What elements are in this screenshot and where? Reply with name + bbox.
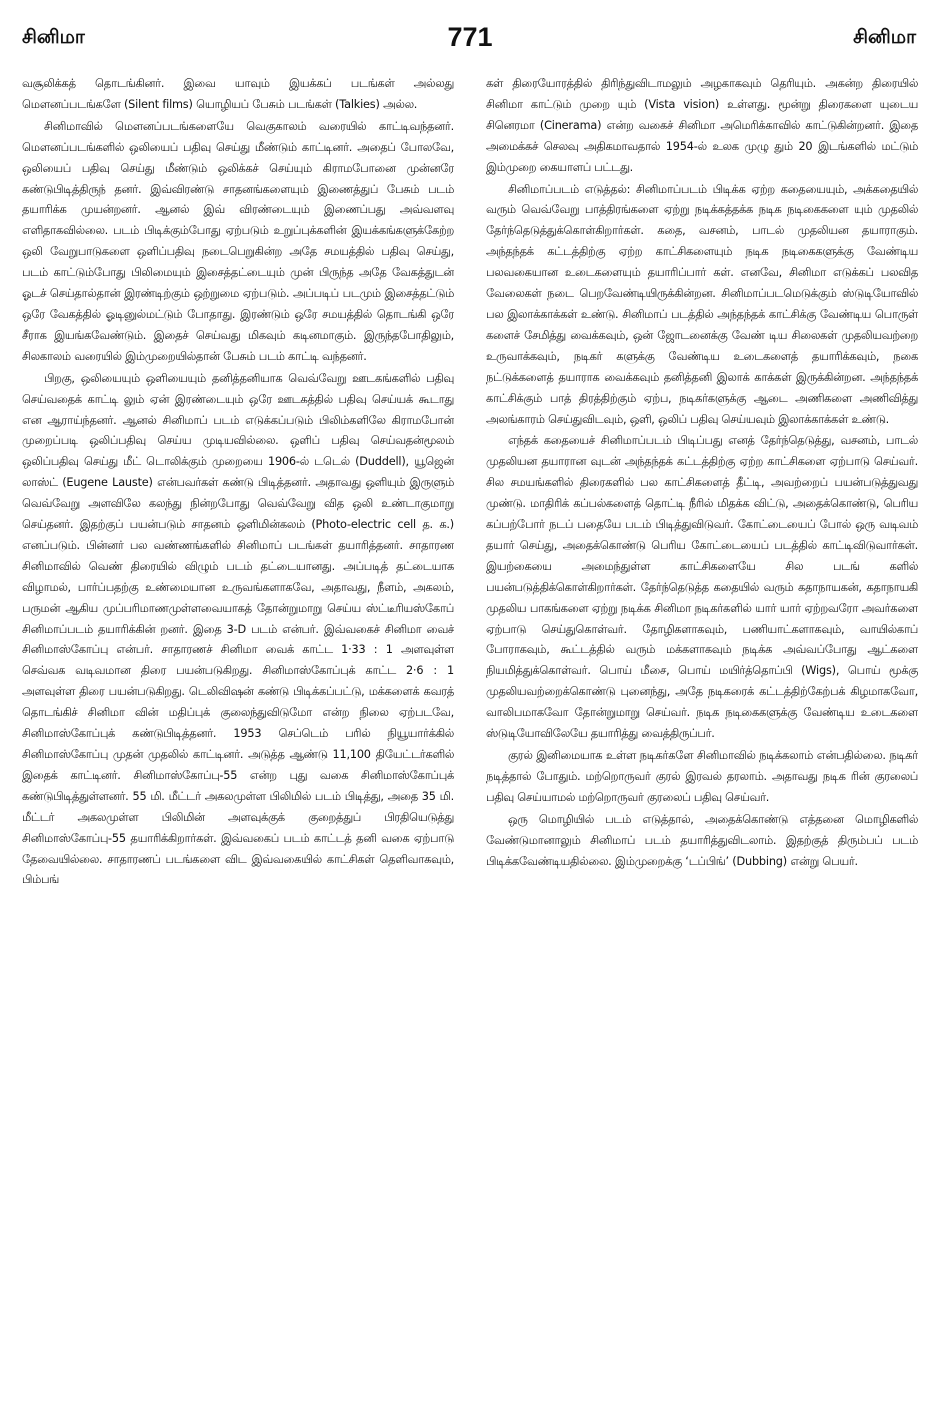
paragraph: கள் திரையோரத்தில் திரிந்துவிடாமலும் அழகாகவும் தெரியும். அகன்ற திரையில் சினிமா காட்டும் முறை யும் (Vista vision) உள்ளது. மூன்று திரைகளை யுடைய சினெரமா (Cinerama) என்ற வகைச் சினிமா அமெரிக்காவில் காட்டுகின்றனர். இதை அமைக்கச் செலவு அதிகமாவதால் 1954-ல் உலக முழு தும் 20 இடங்களில் மட்டும் இம்முறை கையாளப் பட்டது. bbox=[486, 77, 918, 174]
paragraph: சினிமாவில் மௌனப்படங்களையே வெகுகாலம் வரையில் காட்டிவந்தனர். மௌனப்படங்களில் ஒலியைப் பதிவு செய்து மீண்டும் காட்டினர். அதைப் போலவே, ஒலியைப் பதிவு செய்து மீண்டும் ஒலிக்கச் செய்யும் கிராமபோனை முன்னரே கண்டுபிடித்திருந் தனர். இவ்விரண்டு சாதனங்களையும் இணைத்துப் பேசும் படம் தயாரிக்க முயன்றனர். ஆனல் இவ் விரண்டையும் இணைப்பது அவ்வளவு எளிதாகவில்லை. படம் பிடிக்கும்போது ஏற்படும் உறுப்புக்களின் இயக்கங்களுக்கேற்ற ஒலி வேறுபாடுகளை ஒளிப்பதிவு நடைபெறுகின்ற அதே சமயத்தில் பதிவு செய்து, படம் காட்டும்போது பிலிமையும் இசைத்தட்டையும் முன் பிருந்த அதே வேகத்துடன் ஓடச் செய்தால்தான் இரண்டிற்கும் ஒற்றுமை ஏற்படும். அப்படிப் படமும் இசைத்தட்டும் ஒரே வேகத்தில் ஓடினுல்மட்டும் போதாது. இரண்டும் ஒரே சமயத்தில் தொடங்கி ஒரே சீராக இயங்கவேண்டும். இதைச் செய்வது மிகவும் கடினமாகும். இருந்தபோதிலும், சிலகாலம் வரையில் இம்முறையில்தான் பேசும் படம் காட்டி வந்தனர். bbox=[22, 119, 454, 363]
paragraph: வசூலிக்கத் தொடங்கினர். இவை யாவும் இயக்கப் படங்கள் அல்லது மௌனப்படங்களே (Silent films) யொழியப் பேசும் படங்கள் (Talkies) அல்ல. bbox=[22, 77, 454, 111]
paragraph: எந்தக் கதையைச் சினிமாப்படம் பிடிப்பது எனத் தேர்ந்தெடுத்து, வசனம், பாடல் முதலியன தயாரான வுடன் அந்தந்தக் கட்டத்திற்கு ஏற்ற காட்சிகளை ஏற்பாடு செய்வர். சில சமயங்களில் திரைகளில் பல காட்சிகளைத் தீட்டி, அவற்றைப் பயன்படுத்துவது முண்டு. மாதிரிக் கப்பல்களைத் தொட்டி நீரில் மிதக்க விட்டு, அதைக்கொண்டு, பெரிய கப்பற்போர் நடப் பதையே படம் பிடித்துவிடுவர். கோட்டையைப் போல் ஒரு வடிவம் தயார் செய்து, அதைக்கொண்டு பெரிய கோட்டையைப் படத்தில் காட்டிவிடுவார்கள். இயற்கையை அமைந்துள்ள காட்சிகளையே சில படங் களில் பயன்படுத்திக்கொள்கிறார்கள். தேர்ந்தெடுத்த கதையில் வரும் கதாநாயகன், கதாநாயகி முதலிய பாகங்களை ஏற்று நடிக்க சினிமா நடிகர்களில் யார் யார் ஏற்றவரோ அவர்களை ஏற்பாடு செய்துகொள்வர். தோழிகளாகவும், பணியாட்களாகவும், வாயில்காப் போராகவும், கூட்டத்தில் வரும் மக்களாகவும் நடிக்க அவ்வப்போது ஆட்களை நியமித்துக்கொள்வர். பொய் மீசை, பொய் மயிர்த்தொப்பி (Wigs), பொய் மூக்கு முதலியவற்றைக்கொண்டு புனைந்து, அதே நடிகரைக் கட்டத்திற்கேற்பக் கிழமாகவோ, வாலிபமாகவோ தோன்றுமாறு செய்வர். நடிக நடிகைகளுக்கு வேண்டிய உடைகளை ஸ்டுடியோவிலேயே தயாரித்து வைத்திருப்பர். bbox=[486, 434, 918, 741]
left-column bbox=[22, 74, 454, 1414]
right-column bbox=[486, 74, 918, 1414]
running-head-right: சினிமா bbox=[853, 26, 916, 48]
paragraph: ஒரு மொழியில் படம் எடுத்தால், அதைக்கொண்டு எத்தனை மொழிகளில் வேண்டுமானாலும் சினிமாப் படம் தயாரித்துவிடலாம். இதற்குத் திரும்பப் படம் பிடிக்கவேண்டியதில்லை. இம்முறைக்கு ‘டப்பிங்’ (Dubbing) என்று பெயர். bbox=[486, 812, 918, 868]
page-header bbox=[0, 0, 940, 70]
paragraph: பிறகு, ஒலியையும் ஒளியையும் தனித்தனியாக வெவ்வேறு ஊடகங்களில் பதிவு செய்வதைக் காட்டி லும் ஏன் இரண்டையும் ஒரே ஊடகத்தில் பதிவு செய்யக் கூடாது என ஆராய்ந்தனர். ஆனல் சினிமாப் படம் எடுக்கப்படும் பிலிம்களிலே கிராமபோன் முறைப்படி ஒலிப்பதிவு செய்ய முடியவில்லை. ஒளிப் பதிவு செய்வதன்மூலம் ஒலிப்பதிவு செய்து மீட் டொலிக்கும் முறையை 1906-ல் டடெல் (Duddell), யூஜென் லாஸ்ட் (Eugene Lauste) என்பவர்கள் கண்டு பிடித்தனர். அதாவது ஒளியும் இருளும் வெவ்வேறு அளவிலே கலந்து நின்றபோது வெவ்வேறு வித ஒலி உண்டாகுமாறு செய்தனர். இதற்குப் பயன்படும் சாதனம் ஒளிமின்கலம் (Photo-electric cell த. க.) எனப்படும். பின்னர் பல வண்ணங்களில் சினிமாப் படங்கள் தயாரித்தனர். சாதாரண சினிமாவில் வெண் திரையில் விழும் படம் தட்டையானது. அப்படித் தட்டையாக விழாமல், பார்ப்பதற்கு உண்மையான உருவங்களாகவே, அதாவது, நீளம், அகலம், பருமன் ஆகிய முப்பரிமாணமுள்ளவையாகத் தோன்றுமாறு செய்ய ஸ்ட்டீரியஸ்கோப் சினிமாப்படம் தயாரிக்கின் றனர். இதை 3-D படம் என்பர். இவ்வகைச் சினிமா வைச் சினிமாஸ்கோப்பு என்பர். சாதாரணச் சினிமா வைக் காட்ட 1·33 : 1 அளவுள்ள செவ்வக வடிவமான திரை பயன்படுகிறது. சினிமாஸ்கோப்புக் காட்ட 2·6 : 1 அளவுள்ள திரை பயன்படுகிறது. டெலிவிஷன் கண்டு பிடிக்கப்பட்டு, மக்களைக் கவரத் தொடங்கிச் சினிமா வின் மதிப்புக் குலைந்துவிடுமோ என்ற நிலை ஏற்படவே, சினிமாஸ்கோப்புக் கண்டுபிடித்தனர். 1953 செப்டெம் பரில் நியூயார்க்கில் சினிமாஸ்கோப்பு முதன் முதலில் காட்டினர். அடுத்த ஆண்டு 11,100 தியேட்டர்களில் இதைக் காட்டினர். சினிமாஸ்கோப்பு-55 என்ற புது வகை சினிமாஸ்கோப்புக் கண்டுபிடித்துள்ளனர். 55 மி. மீட்டர் அகலமுள்ள பிலிமில் படம் பிடித்து, அதை 35 மி. மீட்டர் அகலமுள்ள பிலிமின் அளவுக்குக் குறைத்துப் பிரதியெடுத்து சினிமாஸ்கோப்பு-55 தயாரிக்கிறார்கள். இவ்வகைப் படம் காட்டத் தனி வகை ஏற்பாடு தேவையில்லை. சாதாரணப் படங்களை விட இவ்வகையில் காட்சிகள் தெளிவாகவும், பிம்பங் bbox=[22, 371, 454, 887]
paragraph: சினிமாப்படம் எடுத்தல்: சினிமாப்படம் பிடிக்க ஏற்ற கதையையும், அக்கதையில் வரும் வெவ்வேறு பாத்திரங்களை ஏற்று நடிக்கத்தக்க நடிக நடிகைகளை யும் முதலில் தேர்ந்தெடுத்துக்கொள்கிறார்கள். கதை, வசனம், பாடல் முதலியன தயாராகும். அந்தந்தக் கட்டத்திற்கு ஏற்ற காட்சிகளையும் நடிக நடிகைகளுக்கு வேண்டிய பலவகையான உடைகளையும் தயாரிப்பார் கள். எனவே, சினிமா எடுக்கப் பலவித வேலைகள் நடை பெறவேண்டியிருக்கின்றன. சினிமாப்படமெடுக்கும் ஸ்டுடியோவில் பல இலாக்காக்கள் உண்டு. சினிமாப் படத்தில் அந்தந்தக் காட்சிக்கு வேண்டிய பொருள் களைச் சேமித்து வைக்கவும், ஒன் ஜோடனைக்கு வேண் டிய சிலைகள் முதலியவற்றை உருவாக்கவும், நடிகர் களுக்கு வேண்டிய உடைகளைத் தயாரிக்கவும், நகை நட்டுக்களைத் தயாராக வைக்கவும் தனித்தனி இலாக் காக்கள் இருக்கின்றன. அந்தந்தக் காட்சிக்கும் பாத் திரத்திற்கும் ஏற்ப, நடிகர்களுக்கு ஆடை அணிகளை அணிவித்து அலங்காரம் செய்துவிடவும், ஒளி, ஒலிப் பதிவு செய்யவும் இலாக்காக்கள் உண்டு. bbox=[486, 182, 918, 426]
running-head-left: சினிமா bbox=[22, 26, 85, 48]
page-number: 771 bbox=[447, 22, 493, 52]
paragraph: குரல் இனிமையாக உள்ள நடிகர்களே சினிமாவில் நடிக்கலாம் என்பதில்லை. நடிகர் நடித்தால் போதும். மற்றொருவர் குரல் இரவல் தரலாம். அதாவது நடிக ரின் குரலைப் பதிவு செய்யாமல் மற்றொருவர் குரலைப் பதிவு செய்வர். bbox=[486, 749, 918, 804]
